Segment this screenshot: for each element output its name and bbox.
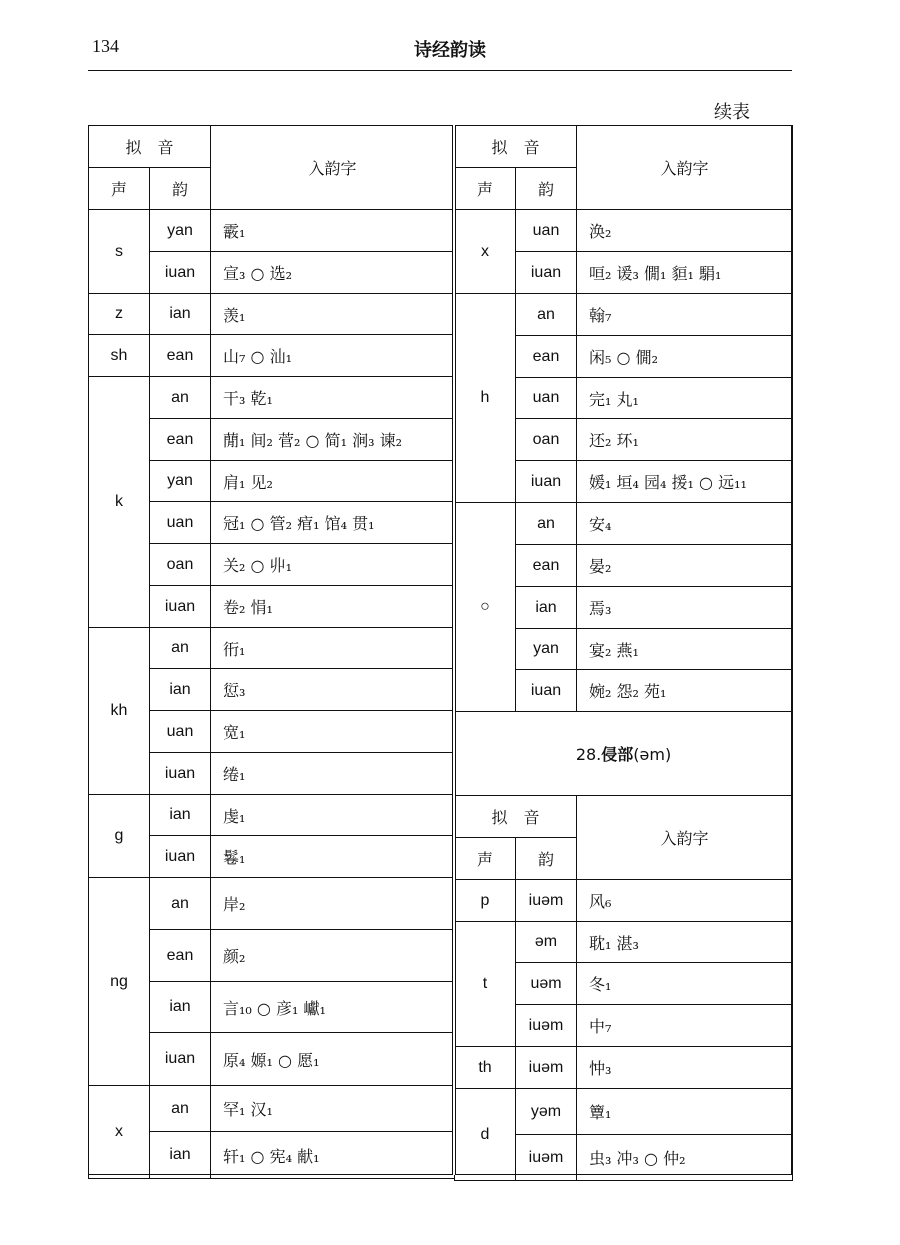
rhyme-chars-cell: 虔₁	[211, 795, 455, 836]
rhyme-chars-cell: 愆₃	[211, 669, 455, 711]
final-cell: uan	[150, 502, 211, 544]
rhyme-chars-cell: 原₄ 嫄₁ ○ 愿₁	[211, 1033, 455, 1086]
final-cell: uəm	[516, 963, 577, 1005]
initial-cell: k	[89, 377, 150, 628]
header-sheng: 声	[89, 168, 150, 210]
rhyme-chars-cell: 冠₁ ○ 管₂ 痯₁ 馆₄ 贯₁	[211, 502, 455, 544]
rhyme-chars-cell: 颜₂	[211, 930, 455, 982]
rhyme-chars-cell: 晏₂	[577, 545, 793, 587]
table-row	[89, 795, 455, 836]
table-row	[455, 503, 793, 545]
initial-cell: x	[455, 210, 516, 294]
final-cell: iuəm	[516, 880, 577, 922]
final-cell: an	[150, 628, 211, 669]
rhyme-chars-cell: 风₆	[577, 880, 793, 922]
rhyme-chars-cell: 媛₁ 垣₄ 园₄ 援₁ ○ 远₁₁	[577, 461, 793, 503]
table-row	[89, 878, 455, 930]
header-niyin: 拟 音	[455, 126, 577, 168]
section-rhyme: (əm)	[633, 745, 672, 764]
rhyme-chars-cell: 岸₂	[211, 878, 455, 930]
header-rule	[88, 70, 792, 71]
final-cell: iuəm	[516, 1047, 577, 1089]
header-sheng: 声	[455, 168, 516, 210]
rhyme-chars-cell: 罕₁ 汉₁	[211, 1086, 455, 1132]
rhyme-chars-cell: 卷₂ 悁₁	[211, 586, 455, 628]
final-cell: ian	[150, 294, 211, 335]
final-cell: ian	[150, 795, 211, 836]
header-sheng: 声	[455, 838, 516, 880]
initial-cell: p	[455, 880, 516, 922]
rhyme-chars-cell: 羡₁	[211, 294, 455, 335]
initial-cell: kh	[89, 628, 150, 795]
rhyme-chars-cell: 闲₅ ○ 僩₂	[577, 336, 793, 378]
initial-cell: ng	[89, 878, 150, 1086]
final-cell: ean	[150, 419, 211, 461]
final-cell: uan	[150, 711, 211, 753]
final-cell: uan	[516, 210, 577, 252]
rhyme-chars-cell: 关₂ ○ 丱₁	[211, 544, 455, 586]
final-cell: iuan	[516, 461, 577, 503]
rhyme-chars-cell: 完₁ 丸₁	[577, 378, 793, 419]
final-cell: ian	[150, 669, 211, 711]
final-cell: ian	[516, 587, 577, 629]
final-cell: iuəm	[516, 1135, 577, 1181]
final-cell: iuəm	[516, 1005, 577, 1047]
final-cell: ean	[516, 545, 577, 587]
header-yun: 韵	[516, 168, 577, 210]
rhyme-chars-cell: 山₇ ○ 汕₁	[211, 335, 455, 377]
final-cell: iuan	[150, 1033, 211, 1086]
table-row	[89, 1086, 455, 1132]
final-cell: yan	[150, 461, 211, 502]
rhyme-chars-cell: 还₂ 环₁	[577, 419, 793, 461]
book-title: 诗经韵读	[414, 40, 486, 61]
rhyme-chars-cell: 鬈₁	[211, 836, 455, 878]
table-row	[89, 210, 455, 252]
table-row	[455, 922, 793, 963]
final-cell: iuan	[516, 252, 577, 294]
rhyme-chars-cell: 干₃ 乾₁	[211, 377, 455, 419]
final-cell: an	[150, 377, 211, 419]
final-cell: iuan	[150, 753, 211, 795]
initial-cell: t	[455, 922, 516, 1047]
initial-cell: ○	[455, 503, 516, 712]
table-row	[89, 294, 455, 335]
final-cell: ean	[150, 335, 211, 377]
table-row	[455, 294, 793, 336]
header-yun: 韵	[150, 168, 211, 210]
page-number: 134	[92, 36, 119, 56]
header-ruyunzi: 入韵字	[577, 126, 793, 210]
rhyme-chars-cell: 忡₃	[577, 1047, 793, 1089]
rhyme-chars-cell: 衎₁	[211, 628, 455, 669]
rhyme-chars-cell: 中₇	[577, 1005, 793, 1047]
header-ruyunzi: 入韵字	[211, 126, 455, 210]
final-cell: oan	[516, 419, 577, 461]
table-row	[89, 335, 455, 377]
rhyme-chars-cell: 婉₂ 怨₂ 苑₁	[577, 670, 793, 712]
initial-cell: z	[89, 294, 150, 335]
initial-cell: s	[89, 210, 150, 294]
initial-cell: h	[455, 294, 516, 503]
initial-cell: d	[455, 1089, 516, 1181]
final-cell: an	[150, 1086, 211, 1132]
rhyme-chars-cell: 安₄	[577, 503, 793, 545]
final-cell: iuan	[516, 670, 577, 712]
continued-label: 续表	[714, 102, 750, 123]
rhyme-chars-cell: 宽₁	[211, 711, 455, 753]
rhyme-chars-cell: 轩₁ ○ 宪₄ 献₁	[211, 1132, 455, 1179]
table-row	[455, 210, 793, 252]
final-cell: ean	[516, 336, 577, 378]
initial-cell: x	[89, 1086, 150, 1179]
header-yun: 韵	[516, 838, 577, 880]
rhyme-chars-cell: 咺₂ 谖₃ 僩₁ 貆₁ 駽₁	[577, 252, 793, 294]
rhyme-chars-cell: 宣₃ ○ 选₂	[211, 252, 455, 294]
final-cell: ian	[150, 982, 211, 1033]
final-cell: iuan	[150, 252, 211, 294]
header-niyin: 拟 音	[455, 796, 577, 838]
final-cell: an	[150, 878, 211, 930]
final-cell: iuan	[150, 836, 211, 878]
section-name: 侵部	[601, 745, 634, 764]
rhyme-chars-cell: 焉₃	[577, 587, 793, 629]
rhyme-chars-cell: 翰₇	[577, 294, 793, 336]
section-title	[455, 712, 793, 796]
section-number: 28.	[575, 745, 602, 764]
table-row	[455, 1089, 793, 1135]
initial-cell: g	[89, 795, 150, 878]
rhyme-chars-cell: 耽₁ 湛₃	[577, 922, 793, 963]
rhyme-chars-cell: 宴₂ 燕₁	[577, 629, 793, 670]
table-row	[455, 1047, 793, 1089]
final-cell: uan	[516, 378, 577, 419]
right-rhyme-table-top	[454, 125, 793, 1181]
rhyme-chars-cell: 言₁₀ ○ 彦₁ 巘₁	[211, 982, 455, 1033]
final-cell: an	[516, 294, 577, 336]
header-ruyunzi: 入韵字	[577, 796, 793, 880]
rhyme-chars-cell: 簟₁	[577, 1089, 793, 1135]
final-cell: iuan	[150, 586, 211, 628]
rhyme-chars-cell: 冬₁	[577, 963, 793, 1005]
table-row	[455, 880, 793, 922]
table-row	[89, 628, 455, 669]
initial-cell: sh	[89, 335, 150, 377]
rhyme-chars-cell: 绻₁	[211, 753, 455, 795]
final-cell: yan	[150, 210, 211, 252]
final-cell: oan	[150, 544, 211, 586]
final-cell: ian	[150, 1132, 211, 1179]
rhyme-chars-cell: 霰₁	[211, 210, 455, 252]
left-rhyme-table	[88, 125, 455, 1179]
rhyme-chars-cell: 虫₃ 冲₃ ○ 仲₂	[577, 1135, 793, 1181]
table-row	[89, 377, 455, 419]
rhyme-chars-cell: 肩₁ 见₂	[211, 461, 455, 502]
rhyme-chars-cell: 蕑₁ 间₂ 菅₂ ○ 简₁ 涧₃ 谏₂	[211, 419, 455, 461]
final-cell: əm	[516, 922, 577, 963]
final-cell: an	[516, 503, 577, 545]
final-cell: yəm	[516, 1089, 577, 1135]
final-cell: ean	[150, 930, 211, 982]
initial-cell: th	[455, 1047, 516, 1089]
rhyme-chars-cell: 涣₂	[577, 210, 793, 252]
final-cell: yan	[516, 629, 577, 670]
column-divider	[452, 125, 456, 1175]
header-niyin: 拟 音	[89, 126, 211, 168]
